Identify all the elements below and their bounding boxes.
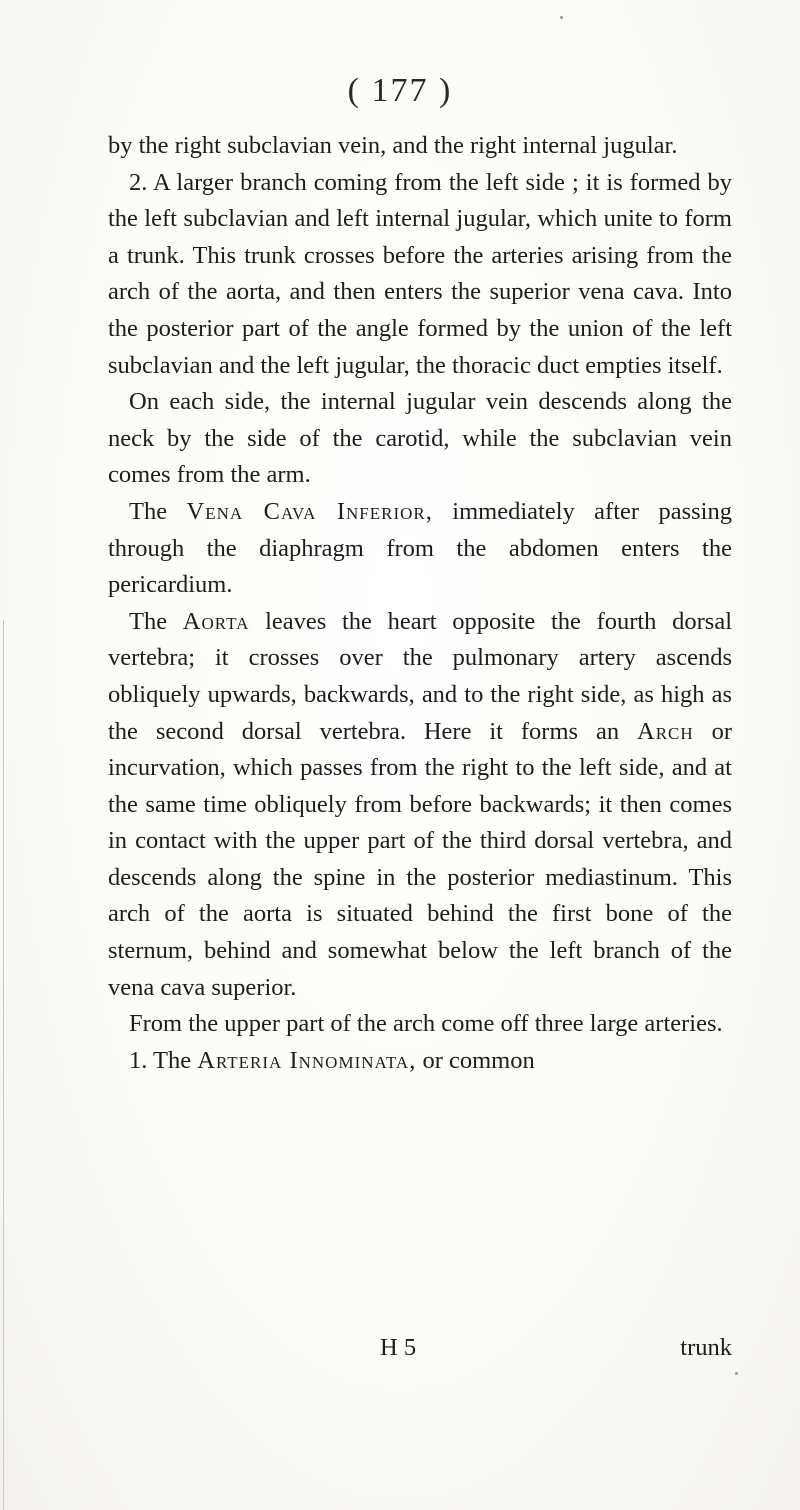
catchword: trunk: [680, 1334, 732, 1361]
text-run: or common: [422, 1046, 535, 1074]
paper-speck: [735, 1372, 738, 1375]
text-run: leaves the heart opposite the fourth dorsal vertebra; it crosses over the pulmonary artery ascends obliquely upwards, backwards, and to the right side, as high as the second dorsal vertebra. Here it forms an: [108, 607, 732, 745]
paragraph-3: On each side, the internal jugular vein descends along the neck by the side of the carotid, while the subclavian vein comes from the arm.: [108, 388, 732, 489]
term-vena-cava-inferior: Vena Cava Inferior,: [186, 497, 433, 525]
text-run: The: [129, 497, 168, 525]
text-run: 1. The: [129, 1046, 192, 1074]
page-footer: [108, 1334, 732, 1374]
term-aorta: Aorta: [182, 607, 250, 635]
paragraph-6: From the upper part of the arch come off three large arteries.: [129, 1010, 723, 1038]
page-edge-line: [3, 620, 4, 1510]
text-run: or incurvation, which passes from the right to the left side, and at the same time obliquely from before backwards; it then comes in contact with the upper part of the third dorsal vertebra, and descends along the spine in the posterior mediastinum. This arch of the aorta is situated behind the first bone of the sternum, behind and somewhat below the left branch of the vena cava superior.: [108, 717, 733, 1001]
term-arteria-innominata: Arteria Innominata,: [197, 1046, 417, 1074]
text-run: immediately after passing through the diaphragm from the abdomen enters the pericardium.: [108, 497, 732, 599]
paragraph-7: [108, 1043, 732, 1080]
term-arch: Arch: [637, 717, 694, 745]
paragraph-5: [108, 604, 732, 1007]
page-number: ( 177 ): [347, 72, 453, 109]
text-run: The: [129, 607, 168, 635]
paragraph-1: by the right subclavian vein, and the right internal jugular.: [108, 132, 678, 159]
paragraph-4: [108, 494, 732, 604]
paper-speck: [560, 16, 563, 19]
signature-mark: H 5: [380, 1334, 417, 1361]
paragraph-2: 2. A larger branch coming from the left side ; it is formed by the left subclavian and left internal jugular, which unite to form a trunk. This trunk crosses before the arteries arising from the arch of the aorta, and then enters the superior vena cava. Into the posterior part of the angle formed by the union of the left subclavian and the left jugular, the thoracic duct empties itself.: [108, 168, 732, 379]
page-body: [108, 128, 732, 1079]
